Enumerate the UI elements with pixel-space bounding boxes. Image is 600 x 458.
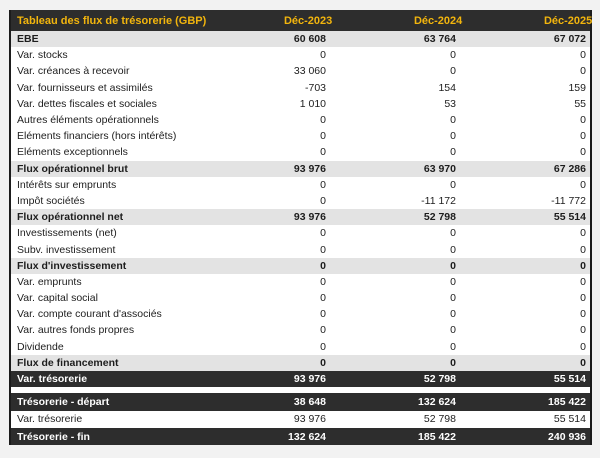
row-value: 63 764 — [423, 33, 456, 46]
row-value: 93 976 — [293, 162, 326, 175]
row-value: 0 — [580, 49, 586, 62]
row-value: 0 — [450, 130, 456, 143]
row-value: 185 422 — [418, 430, 456, 443]
row-value: 0 — [580, 324, 586, 337]
table-body — [11, 31, 590, 387]
row-value: 63 970 — [423, 162, 456, 175]
table-summary — [11, 393, 590, 445]
row-value: 33 060 — [293, 65, 326, 78]
row-value: 55 — [574, 97, 586, 110]
row-label: Flux opérationnel net — [17, 211, 124, 224]
row-label: Var. stocks — [17, 49, 68, 62]
row-value: -11 172 — [421, 194, 456, 207]
row-label: Var. créances à recevoir — [17, 65, 130, 78]
row-value: 154 — [438, 81, 456, 94]
table-row — [11, 80, 590, 96]
table-row — [11, 355, 590, 371]
row-label: Impôt sociétés — [17, 194, 85, 207]
table-row — [11, 128, 590, 144]
row-value: 0 — [580, 292, 586, 305]
row-value: 93 976 — [293, 413, 326, 426]
row-value: 0 — [320, 356, 326, 369]
row-value: 0 — [320, 324, 326, 337]
row-value: 240 936 — [548, 430, 586, 443]
row-label: Subv. investissement — [17, 243, 116, 256]
row-value: 0 — [320, 275, 326, 288]
row-value: 0 — [450, 227, 456, 240]
row-value: 60 608 — [293, 33, 326, 46]
table-row — [11, 177, 590, 193]
table-row — [11, 144, 590, 160]
row-label: EBE — [17, 33, 39, 46]
table-row — [11, 209, 590, 225]
row-value: 0 — [580, 308, 586, 321]
row-value: 1 010 — [299, 97, 326, 110]
table-row — [11, 47, 590, 63]
row-value: 52 798 — [423, 413, 456, 426]
table-row — [11, 393, 590, 410]
row-value: 0 — [320, 340, 326, 353]
table-row — [11, 161, 590, 177]
row-value: 0 — [580, 227, 586, 240]
table-row — [11, 290, 590, 306]
row-value: 0 — [320, 49, 326, 62]
row-value: 0 — [580, 114, 586, 127]
row-value: 0 — [580, 146, 586, 159]
row-value: 0 — [320, 259, 326, 272]
row-value: 0 — [320, 146, 326, 159]
table-row — [11, 112, 590, 128]
row-value: 0 — [320, 178, 326, 191]
row-value: 0 — [320, 114, 326, 127]
row-value: 52 798 — [423, 373, 456, 386]
row-value: 0 — [450, 178, 456, 191]
column-header-dec-2024: Déc-2024 — [413, 14, 463, 27]
row-value: 0 — [450, 243, 456, 256]
row-value: 0 — [450, 146, 456, 159]
row-value: 67 286 — [553, 162, 586, 175]
column-header-dec-2023: Déc-2023 — [283, 14, 333, 27]
table-header-row — [11, 10, 593, 31]
row-value: 93 976 — [293, 211, 326, 224]
row-value: 0 — [580, 65, 586, 78]
row-label: Investissements (net) — [17, 227, 117, 240]
table-row — [11, 225, 590, 241]
row-label: Dividende — [17, 340, 64, 353]
row-value: 0 — [320, 194, 326, 207]
table-row — [11, 322, 590, 338]
row-value: 0 — [450, 65, 456, 78]
row-label: Var. dettes fiscales et sociales — [17, 97, 157, 110]
row-value: 132 624 — [288, 430, 326, 443]
table-row — [11, 63, 590, 79]
row-value: 0 — [580, 259, 586, 272]
row-label: Var. trésorerie — [17, 413, 83, 426]
row-value: 53 — [444, 97, 456, 110]
row-label: Flux d'investissement — [17, 259, 127, 272]
row-value: -703 — [304, 81, 326, 94]
row-value: 159 — [568, 81, 586, 94]
row-value: 38 648 — [293, 395, 326, 408]
row-value: 0 — [580, 275, 586, 288]
table-row — [11, 193, 590, 209]
row-value: 0 — [580, 130, 586, 143]
table-row — [11, 241, 590, 257]
row-value: 0 — [450, 259, 456, 272]
table-row — [11, 428, 590, 445]
table-row — [11, 258, 590, 274]
row-value: 0 — [580, 243, 586, 256]
column-header-dec-2025: Déc-2025 — [543, 14, 593, 27]
row-value: 0 — [320, 227, 326, 240]
row-label: Trésorerie - fin — [17, 430, 90, 443]
row-value: 0 — [320, 292, 326, 305]
row-label: Var. autres fonds propres — [17, 324, 135, 337]
row-value: -11 772 — [551, 194, 586, 207]
row-value: 0 — [450, 356, 456, 369]
row-value: 55 514 — [553, 413, 586, 426]
table-row — [11, 96, 590, 112]
table-row — [11, 274, 590, 290]
row-value: 0 — [320, 308, 326, 321]
row-value: 55 514 — [553, 211, 586, 224]
row-label: Trésorerie - départ — [17, 395, 110, 408]
row-value: 0 — [450, 292, 456, 305]
row-label: Eléments financiers (hors intérêts) — [17, 130, 177, 143]
row-value: 0 — [320, 130, 326, 143]
row-value: 0 — [580, 178, 586, 191]
row-label: Var. capital social — [17, 292, 98, 305]
row-label: Eléments exceptionnels — [17, 146, 128, 159]
row-value: 185 422 — [548, 395, 586, 408]
row-value: 0 — [450, 114, 456, 127]
table-row — [11, 31, 590, 47]
row-value: 0 — [580, 340, 586, 353]
row-value: 55 514 — [553, 373, 586, 386]
table-row — [11, 306, 590, 322]
row-value: 0 — [450, 308, 456, 321]
table-row — [11, 339, 590, 355]
row-label: Intérêts sur emprunts — [17, 178, 117, 191]
row-label: Var. fournisseurs et assimilés — [17, 81, 153, 94]
row-value: 0 — [580, 356, 586, 369]
table-title: Tableau des flux de trésorerie (GBP) — [17, 14, 207, 27]
row-value: 0 — [450, 324, 456, 337]
row-label: Var. emprunts — [17, 275, 82, 288]
row-label: Autres éléments opérationnels — [17, 114, 159, 127]
row-label: Var. trésorerie — [17, 373, 88, 386]
row-value: 0 — [320, 243, 326, 256]
row-label: Var. compte courant d'associés — [17, 308, 162, 321]
row-value: 132 624 — [418, 395, 456, 408]
row-label: Flux opérationnel brut — [17, 162, 128, 175]
row-value: 0 — [450, 275, 456, 288]
table-row — [11, 411, 590, 428]
row-value: 0 — [450, 49, 456, 62]
row-value: 93 976 — [293, 373, 326, 386]
row-value: 0 — [450, 340, 456, 353]
row-label: Flux de financement — [17, 356, 119, 369]
cashflow-table — [9, 10, 592, 445]
row-value: 52 798 — [423, 211, 456, 224]
table-row — [11, 371, 590, 387]
row-value: 67 072 — [553, 33, 586, 46]
